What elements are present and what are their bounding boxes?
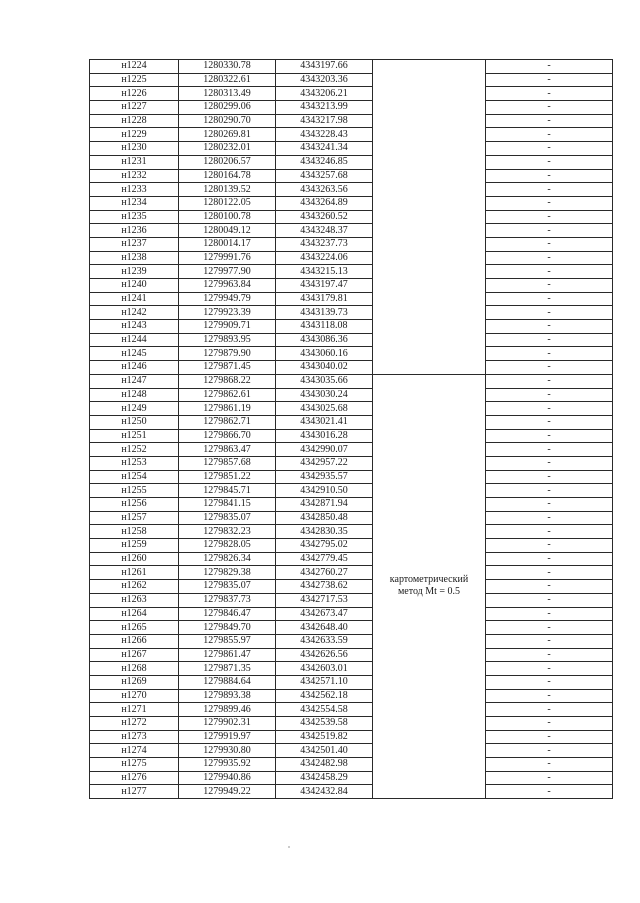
point-id-cell: н1226 <box>90 87 179 101</box>
x-coordinate-cell: 1279862.61 <box>179 388 276 402</box>
table-row <box>90 196 613 210</box>
point-id-cell: н1245 <box>90 347 179 361</box>
table-row <box>90 320 613 334</box>
x-coordinate-cell: 1279863.47 <box>179 443 276 457</box>
table-row <box>90 703 613 717</box>
x-coordinate-cell: 1280290.70 <box>179 114 276 128</box>
accuracy-cell: - <box>486 607 613 621</box>
x-coordinate-cell: 1280232.01 <box>179 142 276 156</box>
point-id-cell: н1262 <box>90 580 179 594</box>
point-id-cell: н1239 <box>90 265 179 279</box>
method-cell <box>373 374 486 798</box>
x-coordinate-cell: 1279846.47 <box>179 607 276 621</box>
point-id-cell: н1231 <box>90 155 179 169</box>
x-coordinate-cell: 1279871.35 <box>179 662 276 676</box>
table-row <box>90 730 613 744</box>
y-coordinate-cell: 4342957.22 <box>276 456 373 470</box>
x-coordinate-cell: 1279893.95 <box>179 333 276 347</box>
table-row <box>90 443 613 457</box>
accuracy-cell: - <box>486 443 613 457</box>
x-coordinate-cell: 1279835.07 <box>179 511 276 525</box>
x-coordinate-cell: 1279828.05 <box>179 539 276 553</box>
point-id-cell: н1265 <box>90 621 179 635</box>
x-coordinate-cell: 1279861.47 <box>179 648 276 662</box>
accuracy-cell: - <box>486 114 613 128</box>
y-coordinate-cell: 4343260.52 <box>276 210 373 224</box>
x-coordinate-cell: 1279963.84 <box>179 279 276 293</box>
accuracy-cell: - <box>486 265 613 279</box>
x-coordinate-cell: 1280122.05 <box>179 196 276 210</box>
x-coordinate-cell: 1279835.07 <box>179 580 276 594</box>
y-coordinate-cell: 4342633.59 <box>276 634 373 648</box>
y-coordinate-cell: 4342779.45 <box>276 552 373 566</box>
table-row <box>90 169 613 183</box>
y-coordinate-cell: 4342830.35 <box>276 525 373 539</box>
y-coordinate-cell: 4342501.40 <box>276 744 373 758</box>
y-coordinate-cell: 4342738.62 <box>276 580 373 594</box>
accuracy-cell: - <box>486 320 613 334</box>
table-row <box>90 580 613 594</box>
point-id-cell: н1272 <box>90 717 179 731</box>
point-id-cell: н1275 <box>90 758 179 772</box>
y-coordinate-cell: 4343213.99 <box>276 101 373 115</box>
x-coordinate-cell: 1279866.70 <box>179 429 276 443</box>
accuracy-cell: - <box>486 662 613 676</box>
accuracy-cell: - <box>486 730 613 744</box>
y-coordinate-cell: 4343257.68 <box>276 169 373 183</box>
accuracy-cell: - <box>486 347 613 361</box>
y-coordinate-cell: 4343016.28 <box>276 429 373 443</box>
point-id-cell: н1253 <box>90 456 179 470</box>
table-row <box>90 525 613 539</box>
point-id-cell: н1258 <box>90 525 179 539</box>
accuracy-cell: - <box>486 593 613 607</box>
point-id-cell: н1224 <box>90 60 179 74</box>
accuracy-cell: - <box>486 511 613 525</box>
x-coordinate-cell: 1279949.79 <box>179 292 276 306</box>
accuracy-cell: - <box>486 128 613 142</box>
y-coordinate-cell: 4343035.66 <box>276 374 373 388</box>
y-coordinate-cell: 4342482.98 <box>276 758 373 772</box>
method-label-line2: метод Mt = 0.5 <box>397 586 461 598</box>
table-row <box>90 470 613 484</box>
y-coordinate-cell: 4343025.68 <box>276 402 373 416</box>
y-coordinate-cell: 4342850.48 <box>276 511 373 525</box>
table-row <box>90 279 613 293</box>
accuracy-cell: - <box>486 374 613 388</box>
y-coordinate-cell: 4342626.56 <box>276 648 373 662</box>
table-row <box>90 306 613 320</box>
table-row <box>90 183 613 197</box>
table-row <box>90 142 613 156</box>
accuracy-cell: - <box>486 552 613 566</box>
y-coordinate-cell: 4343246.85 <box>276 155 373 169</box>
accuracy-cell: - <box>486 689 613 703</box>
x-coordinate-cell: 1280139.52 <box>179 183 276 197</box>
accuracy-cell: - <box>486 196 613 210</box>
x-coordinate-cell: 1280269.81 <box>179 128 276 142</box>
point-id-cell: н1247 <box>90 374 179 388</box>
x-coordinate-cell: 1279879.90 <box>179 347 276 361</box>
y-coordinate-cell: 4342795.02 <box>276 539 373 553</box>
method-cell-empty <box>373 60 486 375</box>
x-coordinate-cell: 1280100.78 <box>179 210 276 224</box>
y-coordinate-cell: 4343179.81 <box>276 292 373 306</box>
y-coordinate-cell: 4343086.36 <box>276 333 373 347</box>
accuracy-cell: - <box>486 675 613 689</box>
table-row <box>90 662 613 676</box>
table-row <box>90 388 613 402</box>
table-row <box>90 87 613 101</box>
accuracy-cell: - <box>486 498 613 512</box>
point-id-cell: н1271 <box>90 703 179 717</box>
accuracy-cell: - <box>486 456 613 470</box>
y-coordinate-cell: 4343139.73 <box>276 306 373 320</box>
point-id-cell: н1232 <box>90 169 179 183</box>
accuracy-cell: - <box>486 183 613 197</box>
point-id-cell: н1277 <box>90 785 179 799</box>
x-coordinate-cell: 1279935.92 <box>179 758 276 772</box>
table-row <box>90 128 613 142</box>
table-row <box>90 237 613 251</box>
table-row <box>90 511 613 525</box>
accuracy-cell: - <box>486 525 613 539</box>
table-row <box>90 374 613 388</box>
accuracy-cell: - <box>486 142 613 156</box>
point-id-cell: н1233 <box>90 183 179 197</box>
y-coordinate-cell: 4342562.18 <box>276 689 373 703</box>
y-coordinate-cell: 4342910.50 <box>276 484 373 498</box>
table-row <box>90 648 613 662</box>
accuracy-cell: - <box>486 771 613 785</box>
x-coordinate-cell: 1279884.64 <box>179 675 276 689</box>
point-id-cell: н1266 <box>90 634 179 648</box>
y-coordinate-cell: 4342458.29 <box>276 771 373 785</box>
x-coordinate-cell: 1279837.73 <box>179 593 276 607</box>
point-id-cell: н1235 <box>90 210 179 224</box>
x-coordinate-cell: 1279861.19 <box>179 402 276 416</box>
y-coordinate-cell: 4343030.24 <box>276 388 373 402</box>
accuracy-cell: - <box>486 306 613 320</box>
accuracy-cell: - <box>486 251 613 265</box>
x-coordinate-cell: 1279871.45 <box>179 361 276 375</box>
table-row <box>90 498 613 512</box>
table-row <box>90 456 613 470</box>
y-coordinate-cell: 4343060.16 <box>276 347 373 361</box>
point-id-cell: н1225 <box>90 73 179 87</box>
y-coordinate-cell: 4343248.37 <box>276 224 373 238</box>
table-row <box>90 251 613 265</box>
accuracy-cell: - <box>486 333 613 347</box>
table-row <box>90 689 613 703</box>
table-row <box>90 744 613 758</box>
table-row <box>90 224 613 238</box>
x-coordinate-cell: 1280299.06 <box>179 101 276 115</box>
table-row <box>90 415 613 429</box>
point-id-cell: н1227 <box>90 101 179 115</box>
y-coordinate-cell: 4343206.21 <box>276 87 373 101</box>
y-coordinate-cell: 4343237.73 <box>276 237 373 251</box>
accuracy-cell: - <box>486 484 613 498</box>
table-row <box>90 73 613 87</box>
point-id-cell: н1251 <box>90 429 179 443</box>
table-row <box>90 552 613 566</box>
table-row <box>90 402 613 416</box>
accuracy-cell: - <box>486 580 613 594</box>
x-coordinate-cell: 1279857.68 <box>179 456 276 470</box>
y-coordinate-cell: 4342571.10 <box>276 675 373 689</box>
coordinates-table <box>89 59 613 799</box>
y-coordinate-cell: 4342871.94 <box>276 498 373 512</box>
x-coordinate-cell: 1279826.34 <box>179 552 276 566</box>
table-row <box>90 210 613 224</box>
y-coordinate-cell: 4343263.56 <box>276 183 373 197</box>
point-id-cell: н1236 <box>90 224 179 238</box>
x-coordinate-cell: 1279930.80 <box>179 744 276 758</box>
accuracy-cell: - <box>486 566 613 580</box>
y-coordinate-cell: 4342648.40 <box>276 621 373 635</box>
x-coordinate-cell: 1280164.78 <box>179 169 276 183</box>
x-coordinate-cell: 1279832.23 <box>179 525 276 539</box>
accuracy-cell: - <box>486 224 613 238</box>
point-id-cell: н1234 <box>90 196 179 210</box>
y-coordinate-cell: 4343228.43 <box>276 128 373 142</box>
table-row <box>90 265 613 279</box>
y-coordinate-cell: 4343118.08 <box>276 320 373 334</box>
x-coordinate-cell: 1279949.22 <box>179 785 276 799</box>
point-id-cell: н1260 <box>90 552 179 566</box>
point-id-cell: н1270 <box>90 689 179 703</box>
x-coordinate-cell: 1279977.90 <box>179 265 276 279</box>
accuracy-cell: - <box>486 292 613 306</box>
y-coordinate-cell: 4342603.01 <box>276 662 373 676</box>
x-coordinate-cell: 1279868.22 <box>179 374 276 388</box>
x-coordinate-cell: 1279845.71 <box>179 484 276 498</box>
point-id-cell: н1230 <box>90 142 179 156</box>
table-row <box>90 155 613 169</box>
point-id-cell: н1261 <box>90 566 179 580</box>
y-coordinate-cell: 4342717.53 <box>276 593 373 607</box>
point-id-cell: н1242 <box>90 306 179 320</box>
y-coordinate-cell: 4343203.36 <box>276 73 373 87</box>
point-id-cell: н1229 <box>90 128 179 142</box>
table-row <box>90 539 613 553</box>
x-coordinate-cell: 1279940.86 <box>179 771 276 785</box>
point-id-cell: н1228 <box>90 114 179 128</box>
method-label-line1: картометрический <box>389 574 469 586</box>
accuracy-cell: - <box>486 60 613 74</box>
table-row <box>90 758 613 772</box>
x-coordinate-cell: 1279923.39 <box>179 306 276 320</box>
accuracy-cell: - <box>486 87 613 101</box>
y-coordinate-cell: 4342760.27 <box>276 566 373 580</box>
x-coordinate-cell: 1280313.49 <box>179 87 276 101</box>
point-id-cell: н1237 <box>90 237 179 251</box>
accuracy-cell: - <box>486 279 613 293</box>
point-id-cell: н1254 <box>90 470 179 484</box>
x-coordinate-cell: 1280014.17 <box>179 237 276 251</box>
table-row <box>90 621 613 635</box>
point-id-cell: н1255 <box>90 484 179 498</box>
point-id-cell: н1269 <box>90 675 179 689</box>
accuracy-cell: - <box>486 155 613 169</box>
table-row <box>90 566 613 580</box>
point-id-cell: н1238 <box>90 251 179 265</box>
accuracy-cell: - <box>486 744 613 758</box>
point-id-cell: н1244 <box>90 333 179 347</box>
point-id-cell: н1249 <box>90 402 179 416</box>
point-id-cell: н1256 <box>90 498 179 512</box>
accuracy-cell: - <box>486 73 613 87</box>
table-row <box>90 60 613 74</box>
point-id-cell: н1276 <box>90 771 179 785</box>
x-coordinate-cell: 1279919.97 <box>179 730 276 744</box>
accuracy-cell: - <box>486 361 613 375</box>
point-id-cell: н1241 <box>90 292 179 306</box>
y-coordinate-cell: 4343224.06 <box>276 251 373 265</box>
point-id-cell: н1268 <box>90 662 179 676</box>
y-coordinate-cell: 4342990.07 <box>276 443 373 457</box>
table-row <box>90 634 613 648</box>
point-id-cell: н1257 <box>90 511 179 525</box>
table-row <box>90 361 613 375</box>
accuracy-cell: - <box>486 539 613 553</box>
accuracy-cell: - <box>486 758 613 772</box>
table-row <box>90 675 613 689</box>
y-coordinate-cell: 4342935.57 <box>276 470 373 484</box>
scan-speck <box>288 846 290 848</box>
y-coordinate-cell: 4343197.66 <box>276 60 373 74</box>
table-row <box>90 429 613 443</box>
point-id-cell: н1263 <box>90 593 179 607</box>
accuracy-cell: - <box>486 470 613 484</box>
x-coordinate-cell: 1279991.76 <box>179 251 276 265</box>
x-coordinate-cell: 1279899.46 <box>179 703 276 717</box>
table-row <box>90 607 613 621</box>
point-id-cell: н1243 <box>90 320 179 334</box>
point-id-cell: н1252 <box>90 443 179 457</box>
y-coordinate-cell: 4343197.47 <box>276 279 373 293</box>
point-id-cell: н1259 <box>90 539 179 553</box>
accuracy-cell: - <box>486 101 613 115</box>
x-coordinate-cell: 1279829.38 <box>179 566 276 580</box>
x-coordinate-cell: 1280206.57 <box>179 155 276 169</box>
y-coordinate-cell: 4343021.41 <box>276 415 373 429</box>
x-coordinate-cell: 1279851.22 <box>179 470 276 484</box>
x-coordinate-cell: 1279909.71 <box>179 320 276 334</box>
point-id-cell: н1273 <box>90 730 179 744</box>
point-id-cell: н1250 <box>90 415 179 429</box>
accuracy-cell: - <box>486 237 613 251</box>
accuracy-cell: - <box>486 388 613 402</box>
coordinates-table-body <box>90 60 613 799</box>
x-coordinate-cell: 1279849.70 <box>179 621 276 635</box>
point-id-cell: н1240 <box>90 279 179 293</box>
accuracy-cell: - <box>486 621 613 635</box>
accuracy-cell: - <box>486 648 613 662</box>
accuracy-cell: - <box>486 703 613 717</box>
table-row <box>90 593 613 607</box>
x-coordinate-cell: 1279862.71 <box>179 415 276 429</box>
y-coordinate-cell: 4342539.58 <box>276 717 373 731</box>
accuracy-cell: - <box>486 402 613 416</box>
accuracy-cell: - <box>486 210 613 224</box>
accuracy-cell: - <box>486 634 613 648</box>
y-coordinate-cell: 4342554.58 <box>276 703 373 717</box>
x-coordinate-cell: 1280330.78 <box>179 60 276 74</box>
table-row <box>90 347 613 361</box>
accuracy-cell: - <box>486 169 613 183</box>
x-coordinate-cell: 1279902.31 <box>179 717 276 731</box>
y-coordinate-cell: 4343040.02 <box>276 361 373 375</box>
accuracy-cell: - <box>486 717 613 731</box>
point-id-cell: н1267 <box>90 648 179 662</box>
table-row <box>90 101 613 115</box>
x-coordinate-cell: 1280049.12 <box>179 224 276 238</box>
y-coordinate-cell: 4342519.82 <box>276 730 373 744</box>
y-coordinate-cell: 4342673.47 <box>276 607 373 621</box>
x-coordinate-cell: 1279841.15 <box>179 498 276 512</box>
accuracy-cell: - <box>486 415 613 429</box>
table-row <box>90 785 613 799</box>
table-row <box>90 114 613 128</box>
y-coordinate-cell: 4343264.89 <box>276 196 373 210</box>
y-coordinate-cell: 4343241.34 <box>276 142 373 156</box>
accuracy-cell: - <box>486 785 613 799</box>
point-id-cell: н1248 <box>90 388 179 402</box>
table-row <box>90 333 613 347</box>
y-coordinate-cell: 4343215.13 <box>276 265 373 279</box>
table-row <box>90 771 613 785</box>
x-coordinate-cell: 1279855.97 <box>179 634 276 648</box>
table-row <box>90 292 613 306</box>
table-row <box>90 717 613 731</box>
y-coordinate-cell: 4342432.84 <box>276 785 373 799</box>
accuracy-cell: - <box>486 429 613 443</box>
point-id-cell: н1264 <box>90 607 179 621</box>
x-coordinate-cell: 1280322.61 <box>179 73 276 87</box>
y-coordinate-cell: 4343217.98 <box>276 114 373 128</box>
table-row <box>90 484 613 498</box>
x-coordinate-cell: 1279893.38 <box>179 689 276 703</box>
point-id-cell: н1274 <box>90 744 179 758</box>
point-id-cell: н1246 <box>90 361 179 375</box>
